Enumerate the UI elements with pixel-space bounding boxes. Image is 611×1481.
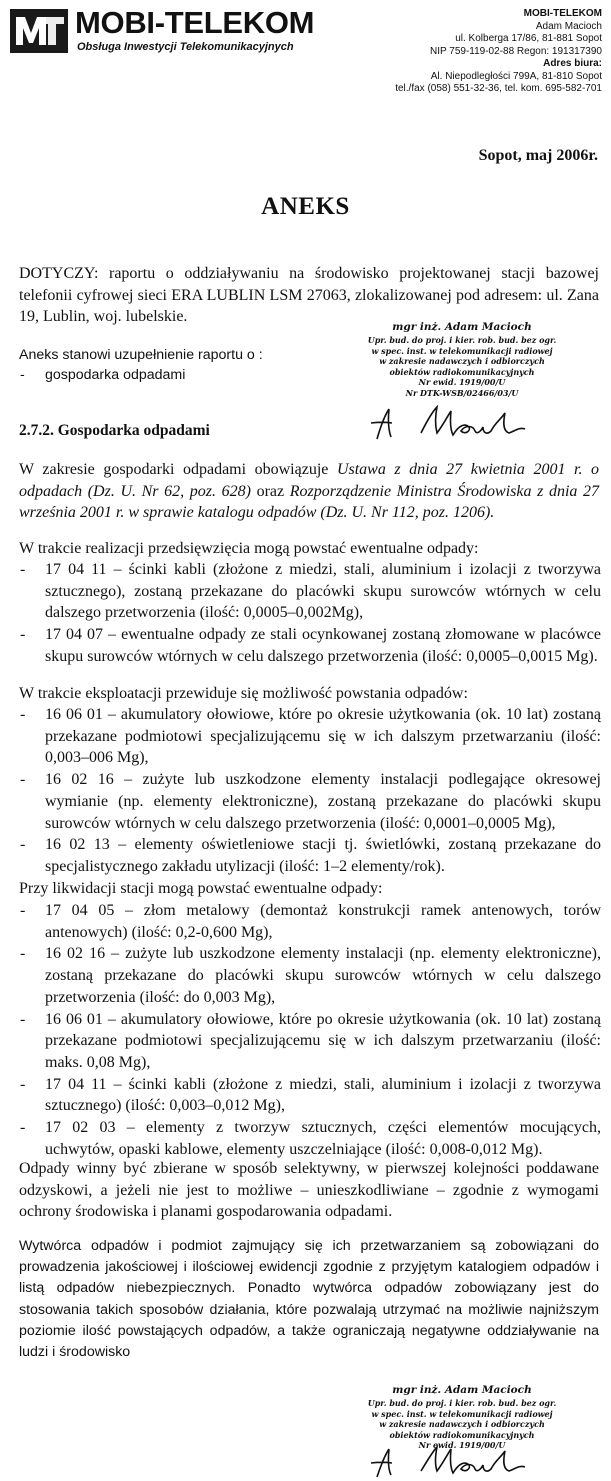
company-address xyxy=(302,8,602,96)
liquidation-list xyxy=(19,900,601,1160)
list-item xyxy=(19,559,601,624)
waste-item: 16 02 16 – zużyte lub uszkodzone elementy instalacji podlegające okresowej wymianie (np. elementy elektroniczne), zostaną przekazane do placówki skupu surowców wtórnych w celu dalszego przetworzenia (ilość: 0,0001–0,0005 Mg), xyxy=(45,771,601,832)
waste-item: 16 02 13 – elementy oświetleniowe stacji tj. świetlówki, zostaną przekazane do specjalistycznego zakładu utylizacji (ilość: 1–2 elementy/rok). xyxy=(45,836,601,875)
list-item xyxy=(19,1117,601,1160)
list-item xyxy=(19,365,319,387)
address-person: Adam Macioch xyxy=(535,20,602,32)
list-item xyxy=(19,624,601,667)
stamp-line: w zakresie nadawczych i odbiorczych xyxy=(379,356,545,366)
section-heading: 2.7.2. Gospodarka odpadami xyxy=(19,422,210,439)
address-nip: NIP 759-119-02-88 Regon: 191317390 xyxy=(430,45,602,57)
waste-item: 17 04 11 – ścinki kabli (złożone z miedzi, stali, aluminium i izolacji z tworzywa sztucznego) (ilość: 0,003–0,012 Mg), xyxy=(45,1075,601,1115)
stamp-line: w spec. inst. w telekomunikacji radiowej xyxy=(371,1408,553,1419)
address-street: ul. Kolberga 17/86, 81-881 Sopot xyxy=(455,33,602,44)
stamp-line: Nr ewid. 1919/00/U xyxy=(418,1440,506,1450)
stamp-name: mgr inż. Adam Macioch xyxy=(392,1384,532,1396)
bullet: - xyxy=(20,367,25,383)
handwritten-signature xyxy=(365,403,565,443)
company-subtitle: Obsługa Inwestycji Telekomunikacyjnych xyxy=(77,41,294,53)
realization-lead: W trakcie realizacji przedsięwzięcia mogą powstać ewentualne odpady: xyxy=(19,540,479,557)
stamp-line: Nr DTK-WSB/02466/03/U xyxy=(405,387,519,398)
bullet: - xyxy=(20,626,26,644)
list-item xyxy=(19,834,601,877)
liquidation-lead: Przy likwidacji stacji mogą powstać ewentualne odpady: xyxy=(19,880,383,897)
bullet: - xyxy=(20,836,26,854)
legal-and: oraz xyxy=(256,482,285,500)
waste-item: 16 02 16 – zużyte lub uszkodzone elementy instalacji (np. elementy elektroniczne), zostaną przekazane do placówki skupu surowców wtórnych w celu dalszego przetworzenia (ilość: do 0,003 Mg), xyxy=(45,945,601,1006)
list-item xyxy=(19,1009,601,1074)
producer-obligations-paragraph: Wytwórca odpadów i podmiot zajmujący się ich przetwarzaniem są zobowiązani do prowadzenia jakościowej i ilościowej ewidencji zgodnie z przyjętym katalogiem odpadów i listą odpadów niebezpiecznych. Ponadto wytwórca odpadów zobowiązany jest do stosowania takich sposobów działania, które pozwalają utrzymać na możliwie najniższym poziomie ilość powstających odpadów, a także ograniczają negatywne oddziaływanie na ludzi i środowisko xyxy=(19,1238,599,1361)
list-item xyxy=(19,943,601,1008)
list-item xyxy=(19,900,601,943)
bullet: - xyxy=(20,1010,26,1028)
waste-item: 17 04 07 – ewentualne odpady ze stali ocynkowanej zostaną złomowane w placówce skupu surowców wtórnych w celu dalszego przetworzenia (ilość: 0,0005–0,0015 Mg). xyxy=(45,626,601,665)
waste-item: 17 02 03 – elementy z tworzyw sztucznych, części elementów mocujących, uchwytów, opaski kablowe, elementy uszczelniające (ilość: 0,008-0,012 Mg). xyxy=(45,1119,601,1158)
engineer-stamp xyxy=(356,1383,568,1451)
bullet: - xyxy=(20,706,26,723)
legal-act-1: Ustawa z dnia 27 kwietnia 2001 r. o odpadach (Dz. U. Nr 62, poz. 628) xyxy=(19,461,600,500)
legal-act-2: Rozporządzenie Ministra Środowiska z dnia 27 września 2001 r. w sprawie katalogu odpadów (Dz. U. Nr 112, poz. 1206). xyxy=(19,482,600,521)
bullet: - xyxy=(20,902,26,919)
stamp-line: obiektów radiokomunikacyjnych xyxy=(389,1429,535,1440)
handwritten-signature xyxy=(365,1443,565,1479)
address-office-label: Adres biura: xyxy=(543,58,602,69)
realization-list xyxy=(19,559,601,668)
stamp-line: obiektów radiokomunikacyjnych xyxy=(389,366,535,377)
waste-item: 16 06 01 – akumulatory ołowiowe, które po okresie użytkowania (ok. 10 lat) zostaną przekazane podmiotowi specjalizującemu się w ich dalszym przetwarzaniu (ilość: 0,003–006 Mg), xyxy=(45,706,601,767)
engineer-stamp xyxy=(356,320,568,398)
bullet: - xyxy=(20,561,26,578)
bullet: - xyxy=(20,771,26,789)
supplement-item: gospodarka odpadami xyxy=(45,367,186,383)
supplement-text: Aneks stanowi uzupełnienie raportu o : xyxy=(19,347,263,363)
stamp-line: Upr. bud. do proj. i kier. rob. bud. bez ogr. xyxy=(367,1398,557,1408)
stamp-line: w spec. inst. w telekomunikacji radiowej xyxy=(371,345,553,356)
waste-item: 16 06 01 – akumulatory ołowiowe, które po okresie użytkowania (ok. 10 lat) zostaną przekazane podmiotowi specjalizującemu się w ich dalszym przetwarzaniu (ilość: maks. 0,08 Mg), xyxy=(45,1010,601,1071)
stamp-line: w zakresie nadawczych i odbiorczych xyxy=(379,1419,545,1429)
supplement-list xyxy=(19,365,319,387)
list-item xyxy=(19,769,601,834)
legal-intro: W zakresie gospodarki odpadami obowiązuje xyxy=(19,461,329,478)
stamp-line: Nr ewid. 1919/00/U xyxy=(418,377,506,387)
company-name: MOBI-TELEKOM xyxy=(75,5,315,40)
bullet: - xyxy=(20,945,26,963)
bullet: - xyxy=(20,1119,26,1137)
concerning-paragraph: DOTYCZY: raportu o oddziaływaniu na środowisko projektowanej stacji bazowej telefonii cyfrowej sieci ERA LUBLIN LSM 27063, zlokalizowanej pod adresem: ul. Zana 19, Lublin, woj. lubelskie. xyxy=(19,265,599,325)
address-company: MOBI-TELEKOM xyxy=(523,8,602,19)
place-date: Sopot, maj 2006r. xyxy=(478,147,598,164)
list-item xyxy=(19,704,601,769)
stamp-line: Upr. bud. do proj. i kier. rob. bud. bez ogr. xyxy=(367,335,557,345)
address-phones: tel./fax (058) 551-32-36, tel. kom. 695-582-701 xyxy=(395,83,602,94)
operation-list xyxy=(19,704,601,878)
operation-lead: W trakcie eksploatacji przewiduje się możliwość powstania odpadów: xyxy=(19,685,468,702)
selective-collection-paragraph: Odpady winny być zbierane w sposób selektywny, w pierwszej kolejności poddawane odzyskowi, a jeżeli nie jest to możliwe – unieszkodliwiane – zgodnie z wymogami ochrony środowiska i planami gospodarowania odpadami. xyxy=(19,1160,599,1220)
bullet: - xyxy=(20,1075,26,1093)
document-title: ANEKS xyxy=(261,193,350,220)
address-office-street: Al. Niepodległości 799A, 81-810 Sopot xyxy=(430,70,602,82)
waste-item: 17 04 11 – ścinki kabli (złożone z miedzi, stali, aluminium i izolacji z tworzywa sztucznego), zostaną przekazane do placówki skupu surowców wtórnych w celu dalszego przetworzenia (ilość: 0,0005–0,002Mg), xyxy=(45,561,601,622)
waste-item: 17 04 05 – złom metalowy (demontaż konstrukcji ramek antenowych, torów antenowych) (ilość: 0,2-0,600 Mg), xyxy=(45,902,601,941)
legal-basis-paragraph xyxy=(19,459,599,524)
company-logo xyxy=(10,9,68,53)
stamp-name: mgr inż. Adam Macioch xyxy=(392,321,532,333)
list-item xyxy=(19,1074,601,1117)
